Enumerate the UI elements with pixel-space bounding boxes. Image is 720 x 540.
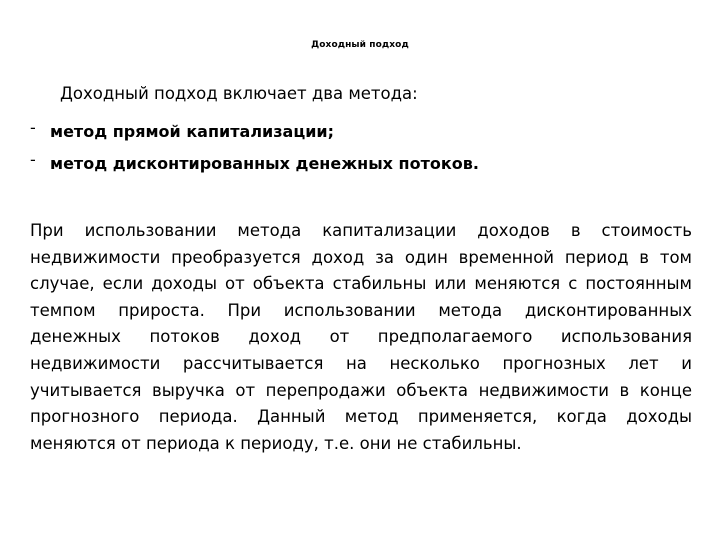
list-item: [30, 148, 479, 180]
bullet-dash: -: [30, 150, 36, 169]
list-item-text: метод прямой капитализации;: [50, 122, 335, 141]
body-paragraph: При использовании метода капитализации доходов в стоимость недвижимости преобразуется доход за один временной период в том случае, если доходы от объекта стабильны или меняются с постоянным темпом прироста. При использовании метода дисконтированных денежных потоков доход от предполагаемого использования недвижимости рассчитывается на несколько прогнозных лет и учитывается выручка от перепродажи объекта недвижимости в конце прогнозного периода. Данный метод применяется, когда доходы меняются от периода к периоду, т.е. они не стабильны.: [30, 221, 692, 453]
slide-title: Доходный подход: [311, 40, 409, 50]
intro-text: Доходный подход включает два метода:: [60, 84, 418, 103]
bullet-dash: -: [30, 118, 36, 137]
methods-list: [30, 116, 479, 180]
list-item-text: метод дисконтированных денежных потоков.: [50, 154, 479, 173]
list-item: [30, 116, 479, 148]
